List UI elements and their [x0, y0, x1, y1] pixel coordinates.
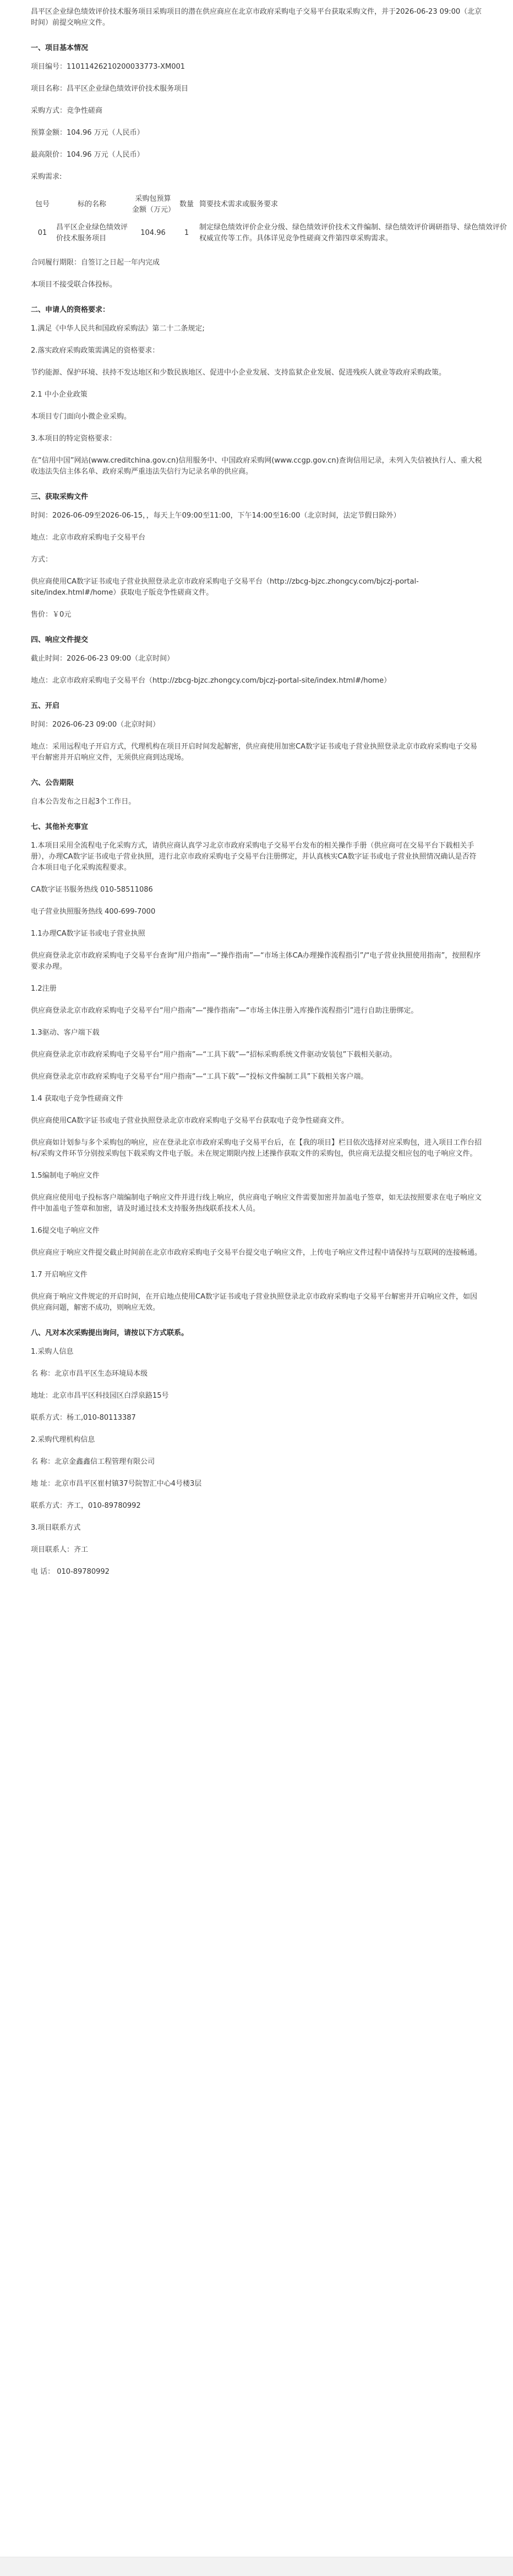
max-price: 最高限价：104.96 万元（人民币）: [31, 151, 144, 159]
other-matter-paragraph: 供应商于响应文件规定的开启时间，在开启地点使用CA数字证书或电子营业执照登录北京市政府采购电子交易平台解密并开启响应文件，如因供应商问题，解密不成功，则响应无效。: [31, 1293, 477, 1312]
project-contact-person: 项目联系人：齐工: [31, 1546, 89, 1554]
qualification-item: 2.落实政府采购政策需满足的资格要求：: [31, 347, 160, 355]
project-number: 项目编号：11011426210200033773-XM001: [31, 63, 185, 71]
purchaser-contact: 联系方式：杨工,010-80113387: [31, 1414, 136, 1422]
qualification-item: 本项目专门面向小微企业采购。: [31, 413, 132, 421]
other-matter-paragraph: 供应商使用CA数字证书或电子营业执照登录北京市政府采购电子交易平台获取电子竞争性磋商文件。: [31, 1117, 348, 1125]
subheading: 1.6提交电子响应文件: [31, 1227, 100, 1235]
section-heading-notice-period: 六、公告期限: [31, 779, 74, 787]
agency-contact: 联系方式：齐工，010-89780992: [31, 1502, 141, 1510]
page-footer-bar: [0, 2557, 513, 2576]
procurement-method: 采购方式：竞争性磋商: [31, 107, 103, 115]
obtain-place: 地点：北京市政府采购电子交易平台: [31, 534, 146, 542]
other-matter-paragraph: 供应商登录北京市政府采购电子交易平台“用户指南”—“工具下载”—“招标采购系统文件驱动安装包”下载相关驱动。: [31, 1051, 397, 1059]
agency-name: 名 称：北京金鑫鑫信工程管理有限公司: [31, 1458, 155, 1466]
section-heading-other-matters: 七、其他补充事宜: [31, 823, 89, 831]
subheading: 1.4 获取电子竞争性磋商文件: [31, 1095, 123, 1103]
other-matter-paragraph: 供应商应使用电子投标客户端编制电子响应文件并进行线上响应，供应商电子响应文件需要加密并加盖电子签章，如无法按照要求在电子响应文件中加盖电子签章和加密，请及时通过技术支持服务热线联系技术人员。: [31, 1194, 482, 1213]
contract-term: 合同履行期限：自签订之日起一年内完成: [31, 259, 160, 267]
subheading: 1.3驱动、客户端下载: [31, 1029, 100, 1037]
section-heading-contacts: 八、凡对本次采购提出询问，请按以下方式联系。: [31, 1329, 189, 1337]
subheading: 1.1办理CA数字证书或电子营业执照: [31, 930, 145, 938]
subheading: 1.7 开启响应文件: [31, 1271, 88, 1279]
notice-period-text: 自本公告发布之日起3个工作日。: [31, 798, 136, 806]
other-matter-paragraph: 供应商登录北京市政府采购电子交易平台查询“用户指南”—“操作指南”—“市场主体CA办理操作流程指引”/“电子营业执照使用指南”，按照程序要求办理。: [31, 952, 481, 971]
table-header: 标的名称: [77, 200, 106, 208]
section-heading-qualifications: 二、申请人的资格要求：: [31, 306, 110, 314]
table-cell: 104.96: [140, 229, 166, 237]
opening-time: 时间：2026-06-23 09:00（北京时间）: [31, 721, 160, 729]
subheading: 1.5编制电子响应文件: [31, 1172, 100, 1180]
table-row: [31, 219, 513, 248]
budget-amount: 预算金额：104.96 万元（人民币）: [31, 129, 144, 137]
project-name: 项目名称：昌平区企业绿色绩效评价技术服务项目: [31, 85, 189, 93]
document-price: 售价：￥0元: [31, 611, 72, 619]
submission-deadline: 截止时间：2026-06-23 09:00（北京时间）: [31, 655, 174, 663]
obtain-time: 时间：2026-06-09至2026-06-15，，每天上午09:00至11:00，下午14:00至16:00（北京时间，法定节假日除外）: [31, 512, 401, 520]
requirements-table: [31, 190, 513, 248]
submission-place: 地点：北京市政府采购电子交易平台（http://zbcg-bjzc.zhongcy.com/bjczj-portal-site/index.html#/home）: [31, 677, 391, 685]
purchaser-info-heading: 1.采购人信息: [31, 1348, 74, 1356]
project-contact-phone: 电 话： 010-89780992: [31, 1568, 110, 1576]
other-matter-paragraph: 1.本项目采用全流程电子化采购方式，请供应商认真学习北京市政府采购电子交易平台发布的相关操作手册（供应商可在交易平台下载相关手册），办理CA数字证书或电子营业执照，进行北京市政府采购电子交易平台注册绑定，并认真核实CA数字证书或电子营业执照情况确认是否符合本项目电子化采购流程要求。: [31, 842, 477, 872]
opening-place: 地点：采用远程电子开启方式，代理机构在项目开启时间发起解密，供应商使用加密CA数字证书或电子营业执照登录北京市政府采购电子交易平台解密并开启响应文件，无须供应商到达现场。: [31, 743, 477, 762]
section-heading-basic-info: 一、项目基本情况: [31, 44, 89, 52]
table-header-row: [31, 190, 513, 219]
table-cell: 制定绿色绩效评价企业分级、绿色绩效评价技术文件编制、绿色绩效评价调研指导、绿色绩效评价权威宣传等工作。具体详见竞争性磋商文件第四章采购需求。: [199, 223, 507, 243]
agency-info-heading: 2.采购代理机构信息: [31, 1436, 95, 1444]
consortium-note: 本项目不接受联合体投标。: [31, 281, 117, 289]
purchaser-name: 名 称：北京市昌平区生态环境局本级: [31, 1370, 148, 1378]
qualification-item: 节约能源、保护环境、扶持不发达地区和少数民族地区、促进中小企业发展、支持监狱企业发展、促进残疾人就业等政府采购政策。: [31, 369, 446, 377]
obtain-way: 供应商使用CA数字证书或电子营业执照登录北京市政府采购电子交易平台（http://zbcg-bjzc.zhongcy.com/bjczj-portal-site/index.html#/home）获取电子版竞争性磋商文件。: [31, 578, 419, 597]
project-contact-heading: 3.项目联系方式: [31, 1524, 81, 1532]
qualification-item: 1.满足《中华人民共和国政府采购法》第二十二条规定;: [31, 325, 205, 333]
table-cell: 1: [184, 229, 189, 237]
ca-hotline: CA数字证书服务热线 010-58511086: [31, 886, 153, 894]
section-heading-opening: 五、开启: [31, 702, 60, 710]
other-matter-paragraph: 供应商如计划参与多个采购包的响应，应在登录北京市政府采购电子交易平台后，在【我的项目】栏目依次选择对应采购包，进入项目工作台招标/采购文件环节分别按采购包下载采购文件电子版。未在规定期限内按上述操作获取文件的采购包，供应商无法提交相应包的电子响应文件。: [31, 1139, 482, 1158]
qualification-item: 3.本项目的特定资格要求：: [31, 435, 117, 443]
requirements-label: 采购需求:: [31, 173, 62, 181]
other-matter-paragraph: 供应商登录北京市政府采购电子交易平台“用户指南”—“操作指南”—“市场主体注册入库操作流程指引”进行自助注册绑定。: [31, 1007, 418, 1015]
intro-text: 昌平区企业绿色绩效评价技术服务项目采购项目的潜在供应商应在北京市政府采购电子交易平台获取采购文件，并于2026-06-23 09:00（北京时间）前提交响应文件。: [31, 8, 482, 27]
obtain-way-label: 方式：: [31, 556, 53, 564]
table-header: 包号: [35, 200, 50, 208]
other-matter-paragraph: 供应商应于响应文件提交截止时间前在北京市政府采购电子交易平台提交电子响应文件，上传电子响应文件过程中请保持与互联网的连接畅通。: [31, 1249, 482, 1257]
section-heading-obtain-documents: 三、获取采购文件: [31, 493, 89, 501]
qualification-item: 在“信用中国”网站(www.creditchina.gov.cn)信用服务中、中国政府采购网(www.ccgp.gov.cn)查询信用记录，未列入失信被执行人、重大税收违法失信主体名单、政府采购严重违法失信行为记录名单的供应商。: [31, 457, 482, 476]
table-cell: 昌平区企业绿色绩效评价技术服务项目: [56, 223, 128, 243]
subheading: 1.2注册: [31, 985, 57, 993]
license-hotline: 电子营业执照服务热线 400-699-7000: [31, 908, 156, 916]
agency-address: 地 址：北京市昌平区崔村镇37号院智汇中心4号楼3层: [31, 1480, 202, 1488]
table-header: 数量: [179, 200, 194, 208]
section-heading-submission: 四、响应文件提交: [31, 636, 89, 644]
other-matter-paragraph: 供应商登录北京市政府采购电子交易平台“用户指南”—“工具下载”—“投标文件编制工具”下载相关客户端。: [31, 1073, 368, 1081]
table-header: 简要技术需求或服务要求: [199, 200, 279, 208]
table-header: 采购包预算金额（万元）: [132, 195, 176, 214]
table-cell: 01: [37, 229, 47, 237]
qualification-item: 2.1 中小企业政策: [31, 391, 88, 399]
purchaser-address: 地址：北京市昌平区科技园区白浮泉路15号: [31, 1392, 169, 1400]
